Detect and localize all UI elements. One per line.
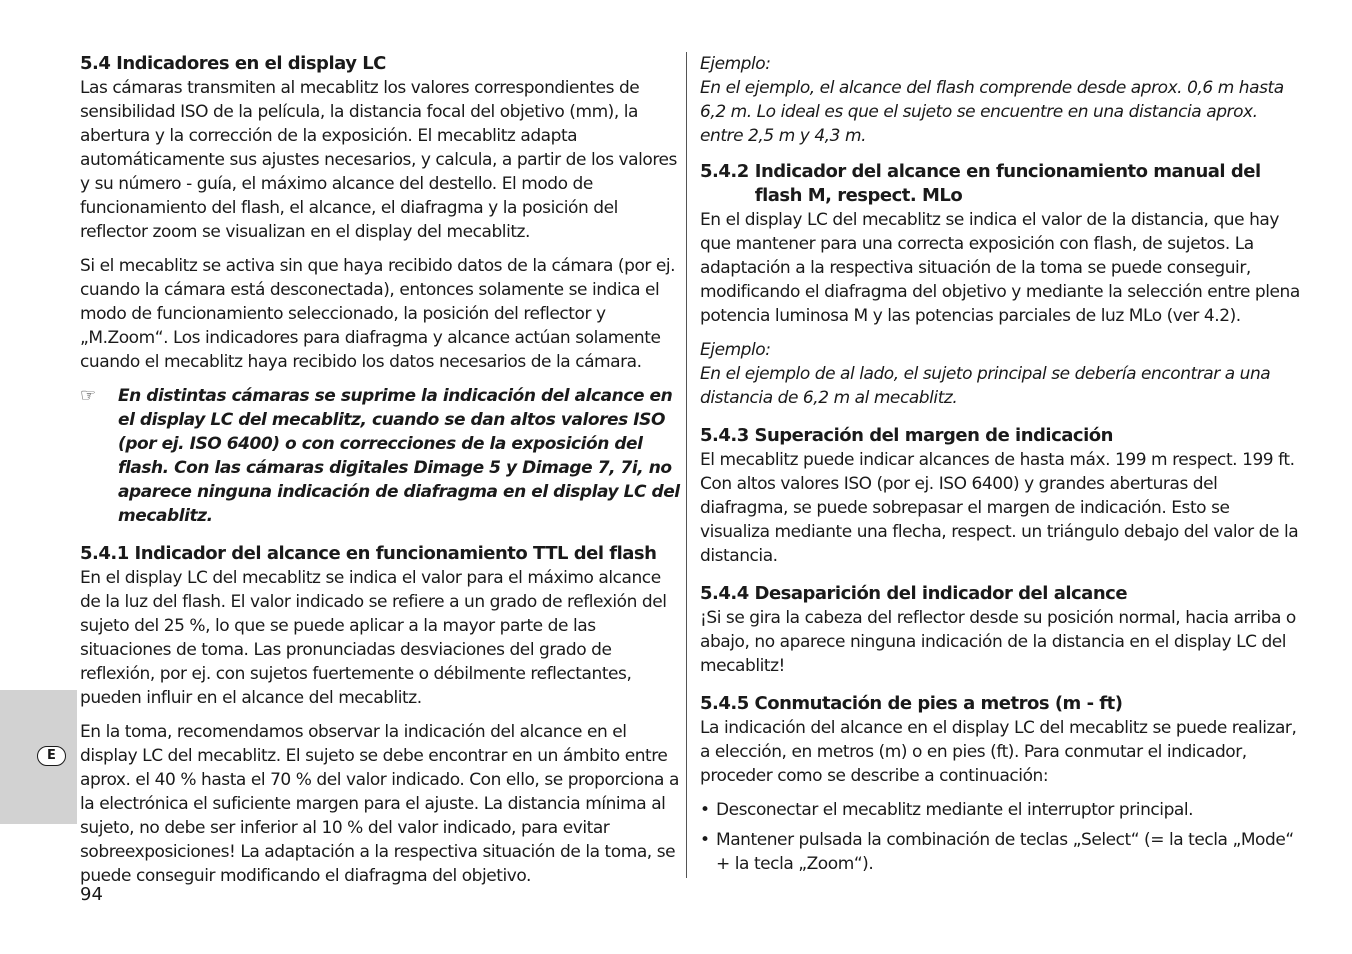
note [80,384,680,528]
section-5-4-4 [700,582,1300,678]
paragraph: En el display LC del mecablitz se indica el valor para el máximo alcance de la luz del flash. El valor indicado se refiere a un grado de reflexión del sujeto del 25 %, lo que se puede aplicar a la mayor parte de las situaciones de toma. Las pronunciadas desviaciones del grado de reflexión, por ej. con sujetos fuertemente o débilmente reflectantes, pueden influir en el alcance del mecablitz. [80,568,667,708]
example-text: En el ejemplo, el alcance del flash comprende desde aprox. 0,6 m hasta 6,2 m. Lo ideal es que el sujeto se encuentre en una distancia aprox. entre 2,5 m y 4,3 m. [700,78,1284,146]
section-title: 5.4.1 Indicador del alcance en funcionamiento TTL del flash [80,543,657,564]
section-title-text: Indicador del alcance en funcionamiento manual del flash M, respect. MLo [754,161,1261,206]
section-5-4-3 [700,424,1300,568]
column-divider [686,52,687,878]
note-text: En distintas cámaras se suprime la indicación del alcance en el display LC del mecablitz, cuando se dan altos valores ISO (por ej. ISO 6400) o con correcciones de la exposición del flash. Con las cámaras digitales Dimage 5 y Dimage 7, 7i, no aparece ninguna indicación de diafragma en el display LC del mecablitz. [118,386,680,526]
paragraph: En el display LC del mecablitz se indica el valor de la distancia, que hay que mantener para una correcta exposición con flash, de sujetos. La adaptación a la respectiva situación de la toma se puede conseguir, modificando el diafragma del objetivo y mediante la selección entre plena potencia luminosa M y las potencias parciales de luz MLo (ver 4.2). [700,210,1300,326]
section-5-4-5 [700,692,1300,876]
bullet-icon: • [700,800,710,820]
paragraph: En la toma, recomendamos observar la indicación del alcance en el display LC del mecablitz. El sujeto se debe encontrar en un ámbito entre aprox. el 40 % hasta el 70 % del valor indicado. Con ello, se proporciona a la electrónica el suficiente margen para el ajuste. La distancia mínima al sujeto, no debe ser inferior al 10 % del valor indicado, para evitar sobreexposiciones! La adaptación a la respectiva situación de la toma, se puede conseguir modificando el diafragma del objetivo. [80,722,679,886]
page-number: 94 [80,884,103,905]
bullet-text: Mantener pulsada la combinación de teclas „Select“ (= la tecla „Mode“ + la tecla „Zoom“). [716,830,1294,874]
pointing-hand-icon: ☞ [80,385,96,406]
bullet-item [700,828,1300,876]
bullet-item [700,798,1300,822]
example-label: Ejemplo: [700,54,771,74]
section-title: 5.4.5 Conmutación de pies a metros (m - ft) [700,693,1123,714]
section-5-4-1 [80,542,680,888]
paragraph: La indicación del alcance en el display LC del mecablitz se puede realizar, a elección, en metros (m) o en pies (ft). Para conmutar el indicador, proceder como se describe a continuación: [700,718,1297,786]
language-badge: E [37,746,66,766]
left-column [80,52,680,902]
section-5-4 [80,52,680,528]
right-column [700,52,1300,890]
section-title: 5.4 Indicadores en el display LC [80,53,386,74]
section-5-4-2 [700,160,1300,410]
example-block [700,52,1300,148]
paragraph: El mecablitz puede indicar alcances de hasta máx. 199 m respect. 199 ft. Con altos valores ISO (por ej. ISO 6400) y grandes aberturas del diafragma, se puede sobrepasar el margen de indicación. Esto se visualiza mediante una flecha, respect. un triángulo debajo del valor de la distancia. [700,450,1299,566]
bullet-text: Desconectar el mecablitz mediante el interruptor principal. [716,800,1194,820]
section-title: 5.4.4 Desaparición del indicador del alcance [700,583,1128,604]
section-number: 5.4.2 [700,161,749,182]
paragraph: Las cámaras transmiten al mecablitz los valores correspondientes de sensibilidad ISO de la película, la distancia focal del objetivo (mm), la abertura y la corrección de la exposición. El mecablitz adapta automáticamente sus ajustes necesarios, y calcula, a partir de los valores y su número - guía, el máximo alcance del destello. El modo de funcionamiento del flash, el alcance, el diafragma y la posición del reflector zoom se visualizan en el display del mecablitz. [80,78,677,242]
paragraph: Si el mecablitz se activa sin que haya recibido datos de la cámara (por ej. cuando la cámara está desconectada), entonces solamente se indica el modo de funcionamiento seleccionado, la posición del reflector y „M.Zoom“. Los indicadores para diafragma y alcance actúan solamente cuando el mecablitz haya recibido los datos necesarios de la cámara. [80,256,676,372]
paragraph: ¡Si se gira la cabeza del reflector desde su posición normal, hacia arriba o abajo, no aparece ninguna indicación de la distancia en el display LC del mecablitz! [700,608,1296,676]
section-title [700,160,1300,208]
bullet-icon: • [700,830,710,850]
example-label: Ejemplo: [700,340,771,360]
section-title: 5.4.3 Superación del margen de indicación [700,425,1113,446]
example-text: En el ejemplo de al lado, el sujeto principal se debería encontrar a una distancia de 6,2 m al mecablitz. [700,364,1271,408]
